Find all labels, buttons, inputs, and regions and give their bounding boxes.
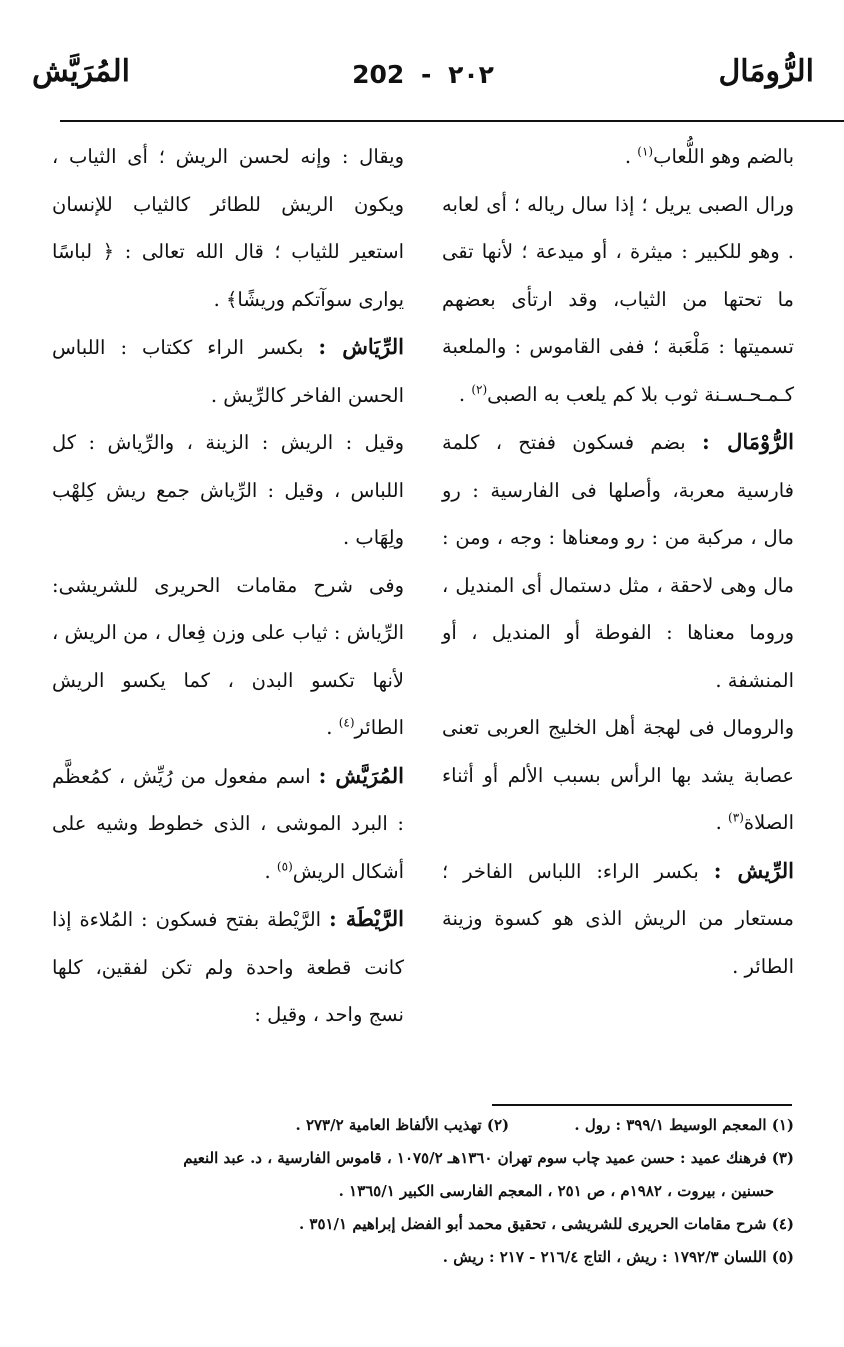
footnote-4: (٤) شرح مقامات الحريرى للشريشى ، تحقيق محمد أبو الفضل إبراهيم ٣٥١/١ . — [298, 1215, 794, 1233]
paragraph-text: بكسر الراء: اللباس الفاخر ؛ مستعار من الريش الذى هو كسوة وزينة الطائر . — [442, 859, 794, 978]
footnote-ref: (١) — [637, 144, 654, 159]
footnote-1: (١) المعجم الوسيط ٣٩٩/١ : رول . — [574, 1116, 794, 1134]
page-number-arabic: ٢٠٢ — [448, 60, 494, 89]
paragraph-text: . — [264, 859, 277, 883]
paragraph — [442, 704, 794, 847]
running-header — [28, 52, 818, 112]
entry-headword: الرِّيَاش : — [318, 334, 404, 359]
footnote-rule — [492, 1104, 792, 1106]
paragraph — [52, 895, 404, 1039]
paragraph-text: . — [624, 145, 638, 168]
paragraph-text: . — [458, 382, 472, 406]
paragraph — [442, 418, 794, 704]
footnote-2: (٢) تهذيب الألفاظ العامية ٢٧٣/٢ . — [295, 1116, 510, 1134]
paragraph-text: والرومال فى لهجة أهل الخليج العربى تعنى عصابة يشد بها الرأس بسبب الألم أو أثناء الصلاة — [442, 716, 794, 834]
footnotes — [52, 1109, 794, 1274]
paragraph-text: الرَّيْطة بفتح فسكون : المُلاءة إذا كانت قطعة واحدة ولم تكن لفقين، كلها نسج واحد ، وقيل : — [52, 908, 404, 1026]
footnote-3-continued: حسنين ، بيروت ، ١٩٨٢م ، ص ٢٥١ ، المعجم الفارسى الكبير ١٣٦٥/١ . — [338, 1182, 774, 1200]
paragraph-text: . — [326, 716, 339, 739]
paragraph-text: بضم فسكون ففتح ، كلمة فارسية معربة، وأصلها فى الفارسية : رو مال ، مركبة من : رو ومعناها : وجه ، ومن : مال وهى لاحقة ، مثل دستمال أى المنديل ، وروما معناها : الفوطة أو المنديل ، أو المنشفة . — [442, 431, 794, 692]
footnote-3: (٣) فرهنك عميد : حسن عميد چاب سوم تهران ١٣٦٠هـ ١٠٧٥/٢ ، قاموس الفارسية ، د. عبد النعيم — [183, 1149, 794, 1167]
footnote-ref: (٤) — [338, 715, 355, 730]
paragraph-text: ورال الصبى يريل ؛ إذا سال رياله ؛ أى لعابه . وهو للكبير : ميثرة ، أو ميدعة ؛ لأنها تقى ما تحتها من الثياب، وقد ارتأى بعضهم تسميتها : مَلْعَبة ؛ ففى القاموس : والملعبة كـمـحـسـنة ثوب بلا كم يلعب به الصبى — [442, 192, 794, 406]
paragraph-text: وقيل : الريش : الزينة ، والرِّياش : كل اللباس ، وقيل : الرِّياش جمع ريش كِلهْب ولِهَاب . — [52, 431, 404, 549]
right-text-column — [442, 133, 794, 990]
paragraph — [52, 562, 404, 752]
paragraph — [52, 419, 404, 562]
entry-headword: الرِّيش : — [713, 857, 794, 883]
header-last-entry: المُرَيَّش — [32, 54, 130, 89]
paragraph — [52, 323, 404, 419]
paragraph — [52, 752, 404, 896]
paragraph-text: بالضم وهو اللُّعاب — [653, 145, 794, 168]
entry-headword: المُرَيَّش : — [318, 762, 404, 788]
paragraph-text: ويقال : وإنه لحسن الريش ؛ أى الثياب ، ويكون الريش للطائر كالثياب للإنسان استعير للثياب ؛ قال الله تعالى : ﴿ لباسًا يوارى سوآتكم وريشًا﴾ . — [52, 145, 404, 311]
page-number-latin: 202 — [352, 60, 405, 89]
paragraph — [442, 133, 794, 181]
page-number-separator: - — [421, 60, 432, 89]
paragraph-text: بكسر الراء ككتاب : اللباس الحسن الفاخر كالرِّيش . — [52, 336, 404, 407]
header-rule — [60, 120, 844, 122]
left-text-column — [52, 133, 404, 1039]
paragraph-text: اسم مفعول من رُيِّش ، كمُعظَّم : البرد الموشى ، الذى خطوط وشيه على أشكال الريش — [52, 764, 404, 883]
entry-headword: الرَّيْطَة : — [329, 906, 405, 931]
footnote-ref: (٣) — [728, 810, 744, 825]
paragraph-text: . — [715, 811, 729, 834]
paragraph-text: وفى شرح مقامات الحريرى للشريشى: الرِّياش : ثياب على وزن فِعال ، من الريش ، لأنها تكسو البدن ، كما يكسو الريش الطائر — [52, 573, 404, 739]
footnote-ref: (٢) — [471, 382, 488, 396]
footnote-5: (٥) اللسان ١٧٩٢/٣ : ريش ، التاج ٢١٦/٤ - ٢١٧ : ريش . — [442, 1248, 794, 1266]
footnote-ref: (٥) — [276, 859, 293, 873]
entry-headword: الرُّوْمَال : — [701, 429, 794, 454]
paragraph — [52, 133, 404, 323]
paragraph — [442, 181, 794, 419]
header-first-entry: الرُّومَال — [718, 54, 814, 89]
footnote-line — [52, 1109, 794, 1142]
paragraph — [442, 847, 794, 991]
page-number — [28, 60, 818, 89]
